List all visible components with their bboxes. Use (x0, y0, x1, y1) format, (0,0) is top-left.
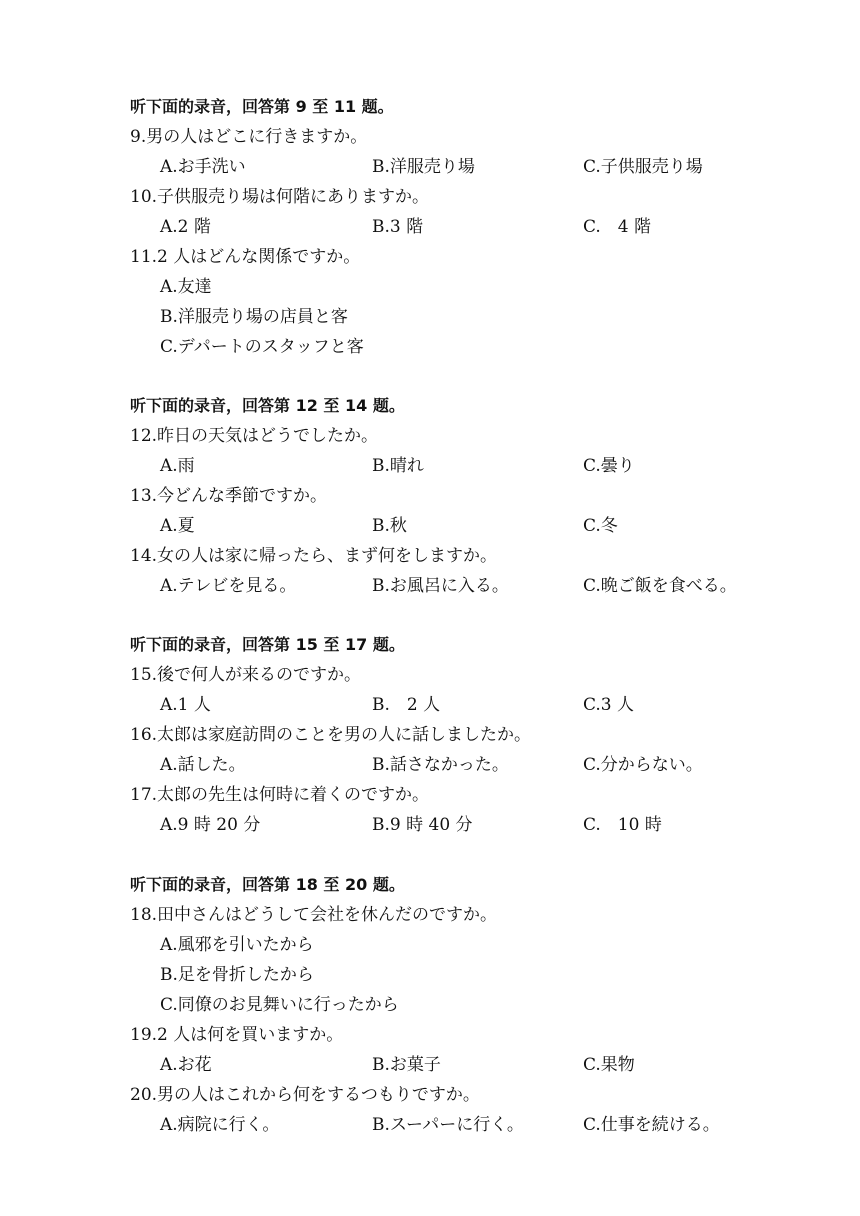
option-c: C.子供服売り場 (583, 157, 703, 177)
question-16: 16.太郎は家庭訪問のことを男の人に話しましたか。 (130, 725, 532, 745)
option-b: B.足を骨折したから (160, 965, 314, 985)
option-a: A.病院に行く。 (160, 1115, 280, 1135)
section-heading: 听下面的录音，回答第 12 至 14 题。 (130, 396, 405, 415)
option-b: B.スーパーに行く。 (372, 1115, 524, 1135)
option-a: A.雨 (160, 456, 195, 476)
option-b: B.お菓子 (372, 1055, 441, 1075)
options-row (130, 810, 830, 840)
options-row (130, 152, 830, 182)
option-b: B.晴れ (372, 456, 424, 476)
option-b: B. 2 人 (372, 695, 441, 715)
option-c: C.晩ご飯を食べる。 (583, 576, 737, 596)
question-14: 14.女の人は家に帰ったら、まず何をしますか。 (130, 546, 498, 566)
option-c: C.冬 (583, 516, 618, 536)
option-a: A.友達 (160, 277, 212, 297)
option-c: C.3 人 (583, 695, 635, 715)
question-17: 17.太郎の先生は何時に着くのですか。 (130, 785, 430, 805)
option-a: A.お花 (160, 1055, 212, 1075)
option-c: C. 10 時 (583, 815, 662, 835)
options-row (130, 451, 830, 481)
options-row (130, 511, 830, 541)
options-row (130, 750, 830, 780)
option-a: A.1 人 (160, 695, 211, 715)
options-row (130, 571, 830, 601)
options-row (130, 1050, 830, 1080)
question-20: 20.男の人はこれから何をするつもりですか。 (130, 1085, 480, 1105)
section-heading: 听下面的录音，回答第 15 至 17 题。 (130, 635, 405, 654)
question-10: 10.子供服売り場は何階にありますか。 (130, 187, 430, 207)
option-c: C. 4 階 (583, 217, 652, 237)
section-q12-14 (130, 391, 830, 601)
question-13: 13.今どんな季節ですか。 (130, 486, 328, 506)
option-c: C.同僚のお見舞いに行ったから (160, 995, 399, 1015)
option-b: B.お風呂に入る。 (372, 576, 509, 596)
option-a: A.テレビを見る。 (160, 576, 297, 596)
option-b: B.話さなかった。 (372, 755, 509, 775)
question-18: 18.田中さんはどうして会社を休んだのですか。 (130, 905, 498, 925)
option-b: B.洋服売り場の店員と客 (160, 307, 348, 327)
options-row (130, 212, 830, 242)
option-b: B.9 時 40 分 (372, 815, 473, 835)
option-c: C.果物 (583, 1055, 635, 1075)
option-a: A.2 階 (160, 217, 211, 237)
option-c: C.デパートのスタッフと客 (160, 337, 364, 357)
question-19: 19.2 人は何を買いますか。 (130, 1025, 344, 1045)
question-12: 12.昨日の天気はどうでしたか。 (130, 426, 379, 446)
question-11: 11.2 人はどんな関係ですか。 (130, 247, 361, 267)
section-heading: 听下面的录音，回答第 9 至 11 题。 (130, 97, 394, 116)
option-a: A.風邪を引いたから (160, 935, 314, 955)
option-b: B.3 階 (372, 217, 424, 237)
section-q18-20 (130, 870, 830, 1140)
option-b: B.秋 (372, 516, 407, 536)
option-c: C.仕事を続ける。 (583, 1115, 720, 1135)
question-15: 15.後で何人が来るのですか。 (130, 665, 362, 685)
section-heading: 听下面的录音，回答第 18 至 20 题。 (130, 875, 405, 894)
option-a: A.話した。 (160, 755, 246, 775)
options-row (130, 690, 830, 720)
section-q9-11 (130, 92, 830, 362)
options-row (130, 1110, 830, 1140)
option-a: A.お手洗い (160, 157, 246, 177)
option-c: C.曇り (583, 456, 635, 476)
option-a: A.9 時 20 分 (160, 815, 261, 835)
option-c: C.分からない。 (583, 755, 703, 775)
question-9: 9.男の人はどこに行きますか。 (130, 127, 368, 147)
section-q15-17 (130, 630, 830, 840)
option-b: B.洋服売り場 (372, 157, 475, 177)
option-a: A.夏 (160, 516, 195, 536)
